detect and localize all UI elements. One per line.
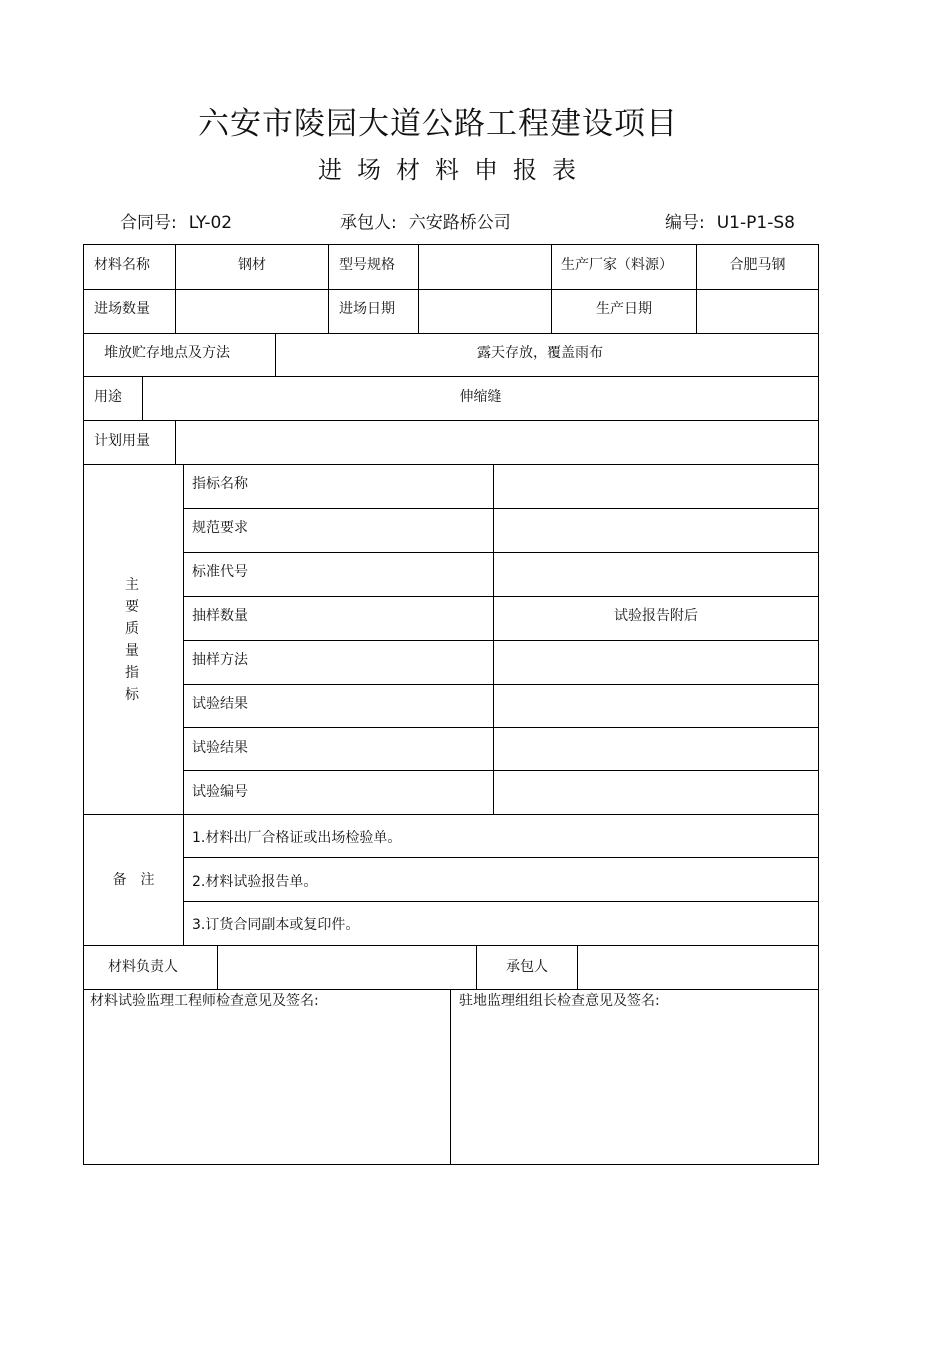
storage-value: 露天存放，覆盖雨布 [477, 345, 603, 361]
manufacturer-label: 生产厂家（料源） [561, 257, 673, 273]
quality-row-label: 抽样数量 [192, 608, 248, 624]
number-value: U1-P1-S8 [716, 213, 795, 233]
usage-label: 用途 [94, 389, 122, 405]
quality-row-label: 试验编号 [192, 784, 248, 800]
remark-item: 2.材料试验报告单。 [192, 874, 318, 890]
entry-date-label: 进场日期 [339, 301, 395, 317]
remarks-label: 备 注 [112, 872, 155, 888]
quality-row-label: 试验结果 [192, 696, 248, 712]
contract-number [120, 208, 232, 233]
number-label: 编号: [665, 213, 705, 233]
production-date-label: 生产日期 [596, 301, 652, 317]
planned-amount-label: 计划用量 [94, 433, 150, 449]
form-number [665, 208, 795, 233]
quality-row-label: 试验结果 [192, 740, 248, 756]
quality-row-value: 试验报告附后 [614, 608, 698, 624]
remark-item: 3.订货合同副本或复印件。 [192, 917, 360, 933]
resident-opinion-label: 驻地监理组组长检查意见及签名: [459, 993, 660, 1009]
contract-label: 合同号: [120, 213, 177, 233]
contractor-info [340, 208, 511, 233]
storage-label: 堆放贮存地点及方法 [104, 345, 230, 361]
quality-row-label: 规范要求 [192, 520, 248, 536]
quality-section-label: 主 要 质 量 指 标 [125, 577, 139, 703]
contractor-label: 承包人: [340, 213, 397, 233]
contractor-sign-label: 承包人 [506, 959, 548, 975]
quality-row-label: 抽样方法 [192, 652, 248, 668]
engineer-opinion-label: 材料试验监理工程师检查意见及签名: [90, 993, 319, 1009]
page-title: 六安市陵园大道公路工程建设项目 [198, 106, 678, 142]
contractor-value: 六安路桥公司 [408, 213, 511, 233]
entry-quantity-label: 进场数量 [94, 301, 150, 317]
material-name-label: 材料名称 [94, 257, 150, 273]
model-spec-label: 型号规格 [339, 257, 395, 273]
manufacturer-value: 合肥马钢 [729, 257, 786, 273]
remark-item: 1.材料出厂合格证或出场检验单。 [192, 830, 402, 846]
material-name-value: 钢材 [238, 257, 266, 273]
quality-row-label: 指标名称 [192, 476, 248, 492]
material-application-table [83, 244, 819, 1165]
usage-value: 伸缩缝 [459, 389, 502, 405]
contract-value: LY-02 [188, 213, 233, 233]
quality-row-label: 标准代号 [192, 564, 248, 580]
form-subtitle: 进场材料申报表 [318, 156, 591, 184]
material-responsible-label: 材料负责人 [108, 959, 178, 975]
